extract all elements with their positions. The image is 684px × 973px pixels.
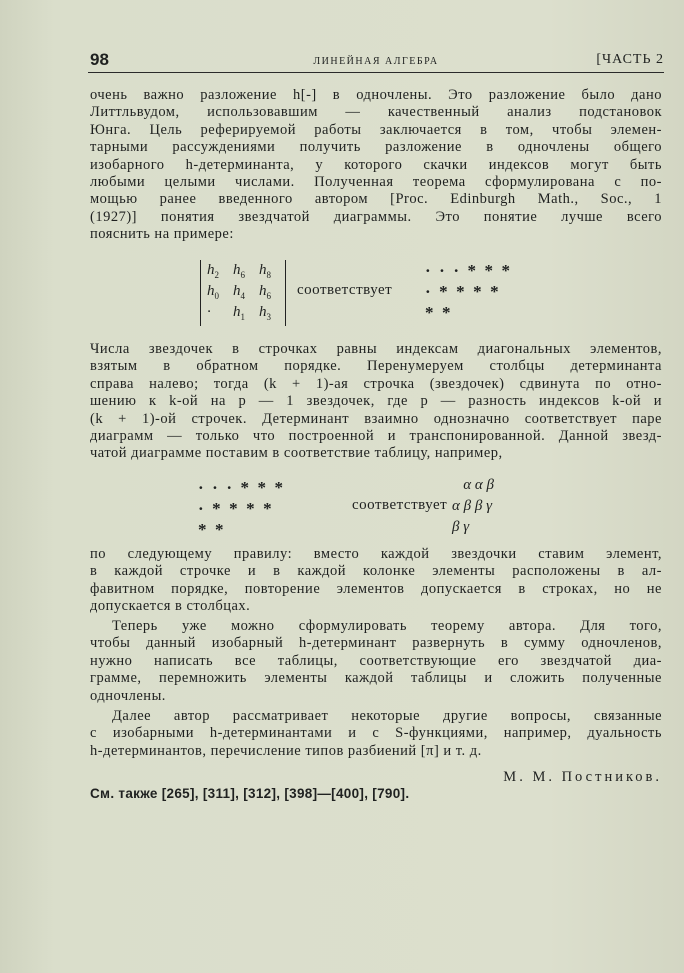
text-line: пояснить на примере: — [90, 226, 234, 243]
determinant-entry: $h_0$ — [207, 283, 219, 301]
determinant — [200, 260, 286, 326]
text-line: по следующему правилу: вместо каждой звездочки ставим элемент, — [90, 546, 662, 562]
determinant-row — [201, 281, 285, 302]
diagram-row: α β β γ — [452, 498, 492, 514]
text-line: грамме, перемножить элементы каждой таблицы и сложить полученные — [90, 670, 662, 687]
text-line: (k + 1)-ой строчек. Детерминант взаимно однозначно соответствует паре — [90, 410, 662, 427]
text-line: мощью ранее введенного автором [Proc. Edinburgh Math., Soc., 1 — [90, 191, 662, 208]
text-line: справа налево; тогда (k + 1)-ая строчка (звездочек) сдвинута по отно- — [90, 375, 662, 392]
determinant-entry: $h_8$ — [259, 262, 271, 280]
text-line: Литтльвудом, использовавшим — качественный анализ подстановок — [90, 104, 662, 121]
text-line: допускается в столбцах. — [90, 598, 251, 615]
text-line: чатой диаграмме поставим в соответствие таблицу, например, — [90, 445, 503, 462]
star-diagram-example — [198, 477, 283, 540]
text-line: чтобы данный изобарный h-детерминант развернуть в сумму одночленов, — [90, 635, 662, 652]
determinant-entry: $h_2$ — [207, 262, 219, 280]
text-line: Числа звездочек в строчках равны индексам диагональных элементов, — [90, 341, 662, 357]
determinant-row — [201, 302, 285, 323]
corresponds-label-2: соответствует — [352, 497, 448, 513]
text-line: одночлены. — [90, 687, 166, 704]
paragraph-5 — [90, 708, 662, 760]
text-line: Далее автор рассматривает некоторые другие вопросы, связанные — [112, 708, 662, 724]
diagram-row: β γ — [452, 519, 470, 535]
text-line: тарными рассуждениями получить разложение в одночлены общего — [90, 139, 662, 156]
text-line: любыми целыми числами. Полученная теорема сформулирована с по- — [90, 173, 662, 190]
see-also-references: См. также [265], [311], [312], [398]—[400], [790]. — [90, 786, 410, 801]
determinant-row — [201, 260, 285, 281]
determinant-entry: $h_3$ — [259, 304, 271, 322]
running-header — [88, 50, 664, 73]
diagram-row: · * * * * — [198, 499, 272, 518]
text-line: взятым в обратном порядке. Перенумеруем столбцы детерминанта — [90, 358, 662, 375]
star-diagram — [425, 260, 510, 323]
diagram-row: * * — [198, 520, 224, 539]
diagram-row: * * — [425, 303, 451, 322]
text-line: диаграмм — только что построенной и транспонированной. Данной звезд- — [90, 427, 662, 444]
determinant-entry: $h_6$ — [259, 283, 271, 301]
text-line: очень важно разложение h[-] в одночлены. Это разложение было дано — [90, 87, 662, 103]
determinant-entry: $h_1$ — [233, 304, 245, 322]
running-title: ЛИНЕЙНАЯ АЛГЕБРА — [313, 56, 439, 67]
diagram-row: · * * * * — [425, 282, 499, 301]
part-label: [ЧАСТЬ 2 — [596, 52, 664, 67]
text-line: с изобарными h-детерминантами и с S-функциями, например, дуальность — [90, 725, 662, 742]
greek-table — [452, 475, 494, 538]
determinant-entry: $h_6$ — [233, 262, 245, 280]
page-number: 98 — [90, 50, 109, 69]
text-line: h-детерминантов, перечисление типов разбиений [π] и т. д. — [90, 742, 482, 759]
diagram-row: α α β — [452, 477, 494, 493]
text-line: в каждой строчке и в каждой колонке элементы расположены в ал- — [90, 563, 662, 580]
paragraph-3 — [90, 546, 662, 616]
text-line: Теперь уже можно сформулировать теорему автора. Для того, — [112, 618, 662, 634]
text-line: шению к k-ой на p — 1 звездочек, где p — разность индексов k-ой и — [90, 393, 662, 410]
corresponds-label: соответствует — [297, 282, 393, 298]
paragraph-4 — [90, 618, 662, 705]
paragraph-2 — [90, 341, 662, 463]
text-line: (1927)] понятия звездчатой диаграммы. Это понятие лучше всего — [90, 208, 662, 225]
text-line: фавитном порядке, повторение элементов допускается в строках, но не — [90, 580, 662, 597]
author-signature: М. М. Постников. — [503, 769, 662, 785]
text-line: Юнга. Цель реферируемой работы заключается в том, чтобы элемен- — [90, 121, 662, 138]
determinant-entry: · — [207, 304, 211, 320]
diagram-row: · · · * * * — [198, 478, 284, 497]
determinant-entry: $h_4$ — [233, 283, 245, 301]
diagram-row: · · · * * * — [425, 261, 511, 280]
text-line: изобарного h-детерминанта, у которого скачки индексов могут быть — [90, 156, 662, 173]
paragraph-1 — [90, 87, 662, 244]
text-line: нужно написать все таблицы, соответствующие его звездчатой диа- — [90, 652, 662, 669]
